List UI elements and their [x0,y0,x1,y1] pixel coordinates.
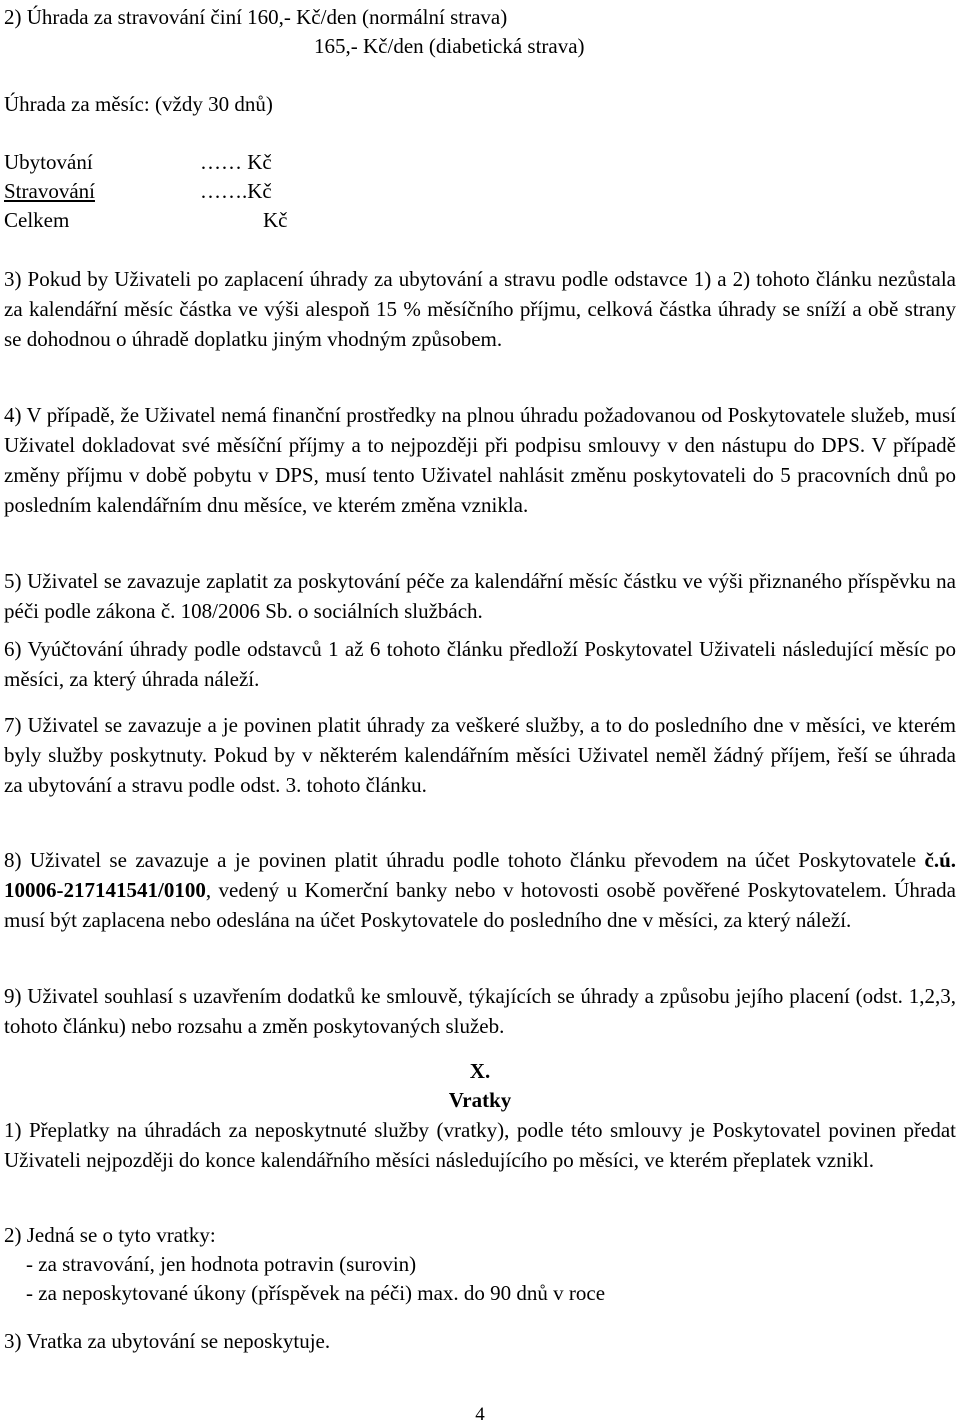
accommodation-label: Ubytování [4,150,93,174]
catering-label: Stravování [4,179,95,203]
paragraph-9: 9) Uživatel souhlasí s uzavřením dodatků ke smlouvě, týkajících se úhrady a způsobu jejího placení (odst. 1,2,3, tohoto článku) nebo rozsahu a změn poskytovaných služeb. [4,984,956,1038]
paragraph-8-end: , vedený u Komerční banky nebo v hotovosti osobě pověřené Poskytovatelem. Úhrada musí být zaplacena nebo odeslána na účet Poskytovatele do posledního dne v měsíci, za který náleží. [4,878,956,932]
refund-paragraph-1: 1) Přeplatky na úhradách za neposkytnuté služby (vratky), podle této smlouvy je Poskytovatel povinen předat Uživateli nejpozději do konce kalendářního měsíci následujícího po měsíci, ve kterém přeplatek vznikl. [4,1118,956,1172]
catering-row [4,176,286,206]
monthly-fee-heading: Úhrada za měsíc: (vždy 30 dnů) [4,92,273,116]
total-value: Kč [263,208,288,232]
refund-intro: 2) Jedná se o tyto vratky: [4,1223,216,1247]
paragraph-3: 3) Pokud by Uživateli po zaplacení úhrady za ubytování a stravu podle odstavce 1) a 2) tohoto článku nezůstala za kalendářní měsíc částka ve výši alespoň 15 % měsíčního příjmu, celková částka úhrady se sníží a obě strany se dohodnou o úhradě doplatku jiným vhodným způsobem. [4,267,956,351]
paragraph-7: 7) Uživatel se zavazuje a je povinen platit úhrady za veškeré služby, a to do posledního dne v měsíci, ve kterém byly služby poskytnuty. Pokud by v některém kalendářním měsíci Uživatel neměl žádný příjem, řeší se úhrada za ubytování a stravu podle odst. 3. tohoto článku. [4,713,956,797]
article-number: X. [469,1059,491,1083]
article-title: Vratky [448,1088,512,1112]
refund-item-care: - za neposkytované úkony (příspěvek na péči) max. do 90 dnů v roce [26,1281,606,1305]
paragraph-6: 6) Vyúčtování úhrady podle odstavců 1 až 6 tohoto článku předloží Poskytovatel Uživateli následující měsíc po měsíci, za který úhrada náleží. [4,637,956,691]
account-label: č.ú. [924,848,956,872]
account-number: 10006-217141541/0100 [4,878,206,902]
paragraph-8-start: 8) Uživatel se zavazuje a je povinen platit úhradu podle tohoto článku převodem na účet Poskytovatele [4,848,925,872]
catering-value: …….Kč [200,179,272,203]
refund-item-catering: - za stravování, jen hodnota potravin (surovin) [26,1252,417,1276]
meal-fee-line-1: 2) Úhrada za stravování činí 160,- Kč/den (normální strava) [4,5,508,29]
accommodation-value: …… Kč [200,150,272,174]
paragraph-4: 4) V případě, že Uživatel nemá finanční prostředky na plnou úhradu požadovanou od Poskytovatele služeb, musí Uživatel dokladovat své měsíční příjmy a to nejpozději při podpisu smlouvy v den nástupu do DPS. V případě změny příjmu v době pobytu v DPS, musí tento Uživatel nahlásit změnu poskytovateli do 5 pracovních dnů po posledním kalendářním dnu měsíce, ve kterém změna vznikla. [4,403,956,517]
refund-paragraph-3: 3) Vratka za ubytování se neposkytuje. [4,1329,331,1353]
page-number: 4 [475,1404,485,1425]
paragraph-5: 5) Uživatel se zavazuje zaplatit za poskytování péče za kalendářní měsíc částku ve výši přiznaného příspěvku na péči podle zákona č. 108/2006 Sb. o sociálních službách. [4,569,956,623]
total-label: Celkem [4,208,70,232]
meal-fee-line-2: 165,- Kč/den (diabetická strava) [314,34,585,58]
paragraph-8 [4,845,956,935]
